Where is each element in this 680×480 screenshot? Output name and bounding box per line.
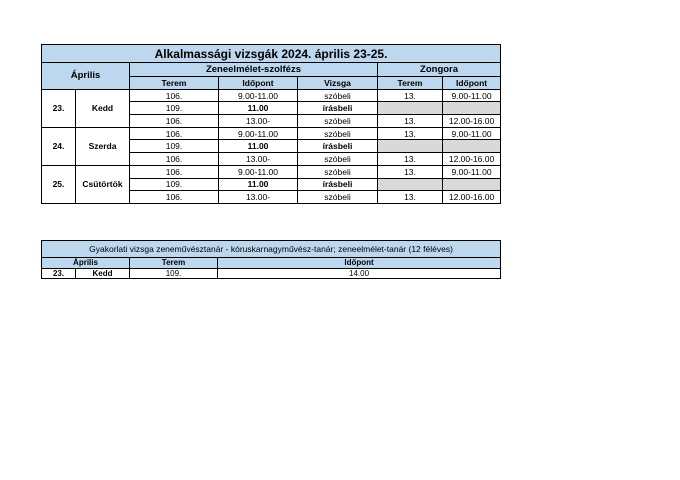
theory-room-cell: 109. <box>130 102 219 115</box>
theory-time-cell: 11.00 <box>219 178 298 191</box>
piano-time-cell <box>443 140 501 153</box>
day-number: 24. <box>42 127 76 165</box>
piano-room-cell: 13. <box>378 191 443 204</box>
theory-exam-cell: szóbeli <box>298 115 378 128</box>
day-number: 25. <box>42 165 76 203</box>
theory-room-header: Terem <box>130 77 219 90</box>
theory-room-cell: 106. <box>130 127 219 140</box>
theory-time-cell: 13.00- <box>219 191 298 204</box>
theory-room-cell: 106. <box>130 89 219 102</box>
piano-time-cell: 9.00-11.00 <box>443 89 501 102</box>
piano-room-cell: 13. <box>378 89 443 102</box>
theory-exam-cell: szóbeli <box>298 89 378 102</box>
practical-time-cell: 14.00 <box>218 268 501 279</box>
piano-group-header: Zongora <box>378 63 501 77</box>
exam-schedule-table <box>41 44 501 204</box>
theory-room-cell: 106. <box>130 191 219 204</box>
theory-time-cell: 13.00- <box>219 115 298 128</box>
piano-room-cell <box>378 178 443 191</box>
practical-title: Gyakorlati vizsga zeneművésztanár - kóruskarnagyművész-tanár; zeneelmélet-tanár (12 féléves) <box>42 241 501 258</box>
piano-time-cell <box>443 102 501 115</box>
theory-room-cell: 109. <box>130 140 219 153</box>
theory-exam-cell: írásbeli <box>298 178 378 191</box>
day-name: Csütörtök <box>76 165 130 203</box>
theory-exam-header: Vizsga <box>298 77 378 90</box>
piano-time-cell: 12.00-16.00 <box>443 191 501 204</box>
piano-room-cell: 13. <box>378 127 443 140</box>
theory-room-cell: 106. <box>130 165 219 178</box>
piano-room-cell: 13. <box>378 165 443 178</box>
piano-time-cell: 9.00-11.00 <box>443 165 501 178</box>
theory-exam-cell: szóbeli <box>298 191 378 204</box>
theory-group-header: Zeneelmélet-szolfézs <box>130 63 378 77</box>
theory-time-cell: 9.00-11.00 <box>219 89 298 102</box>
theory-exam-cell: írásbeli <box>298 140 378 153</box>
piano-room-cell: 13. <box>378 153 443 166</box>
theory-room-cell: 106. <box>130 153 219 166</box>
theory-time-cell: 9.00-11.00 <box>219 165 298 178</box>
piano-time-cell: 12.00-16.00 <box>443 115 501 128</box>
table-row <box>42 268 501 279</box>
day-name: Kedd <box>76 89 130 127</box>
piano-time-cell: 9.00-11.00 <box>443 127 501 140</box>
month-header: Április <box>42 63 130 90</box>
theory-room-cell: 106. <box>130 115 219 128</box>
piano-room-cell <box>378 102 443 115</box>
theory-time-cell: 11.00 <box>219 140 298 153</box>
theory-exam-cell: szóbeli <box>298 127 378 140</box>
piano-time-cell <box>443 178 501 191</box>
piano-time-cell: 12.00-16.00 <box>443 153 501 166</box>
piano-time-header: Időpont <box>443 77 501 90</box>
table-row <box>42 165 501 178</box>
theory-room-cell: 109. <box>130 178 219 191</box>
practical-room-header: Terem <box>130 258 218 269</box>
theory-time-cell: 11.00 <box>219 102 298 115</box>
practical-month-header: Április <box>42 258 130 269</box>
day-name: Szerda <box>76 127 130 165</box>
theory-exam-cell: szóbeli <box>298 165 378 178</box>
table-row <box>42 127 501 140</box>
practical-room-cell: 109. <box>130 268 218 279</box>
piano-room-cell: 13. <box>378 115 443 128</box>
piano-room-cell <box>378 140 443 153</box>
theory-time-header: Időpont <box>219 77 298 90</box>
day-number: 23. <box>42 89 76 127</box>
day-number: 23. <box>42 268 76 279</box>
day-name: Kedd <box>76 268 130 279</box>
table-row <box>42 89 501 102</box>
schedule-title: Alkalmassági vizsgák 2024. április 23-25. <box>42 45 501 63</box>
theory-time-cell: 13.00- <box>219 153 298 166</box>
theory-time-cell: 9.00-11.00 <box>219 127 298 140</box>
theory-exam-cell: szóbeli <box>298 153 378 166</box>
theory-exam-cell: írásbeli <box>298 102 378 115</box>
practical-exam-table <box>41 240 501 279</box>
practical-time-header: Időpont <box>218 258 501 269</box>
piano-room-header: Terem <box>378 77 443 90</box>
